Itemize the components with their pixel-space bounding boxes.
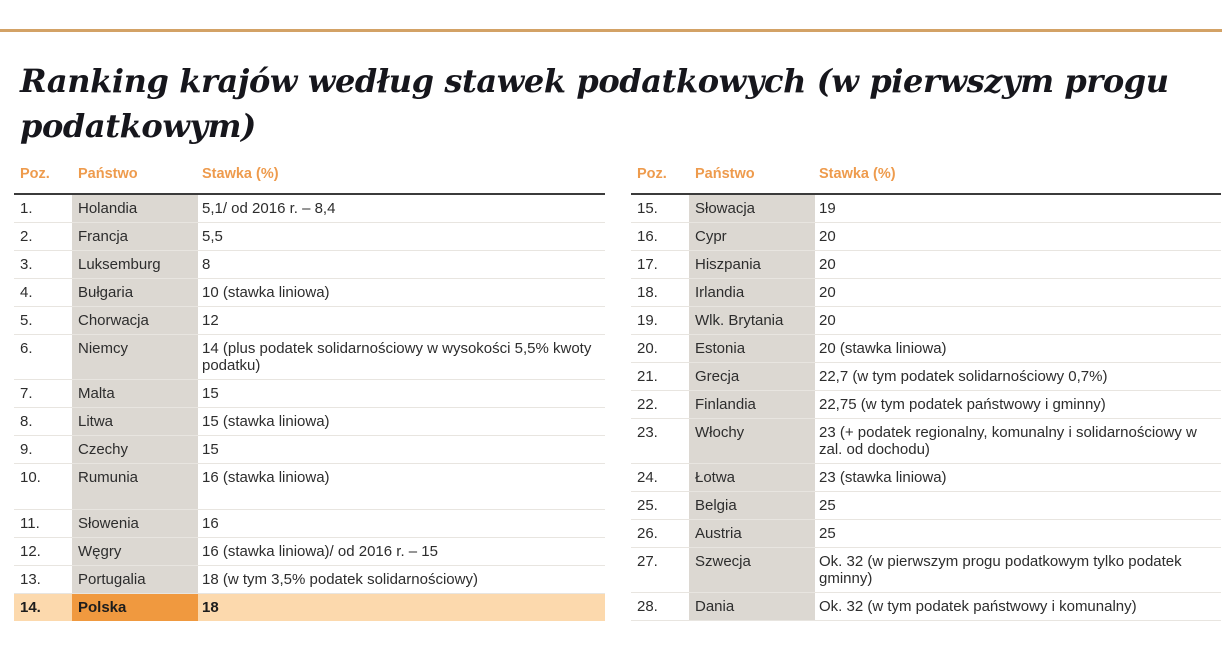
table-row: [14, 464, 605, 510]
cell-country: Rumunia: [72, 464, 198, 509]
cell-position: 24.: [637, 469, 658, 486]
cell-position: 4.: [20, 284, 33, 301]
tax-table-right: [631, 158, 1221, 621]
page-title: Ranking krajów według stawek podatkowych (w pierwszym progu podatkowym): [20, 62, 1169, 145]
cell-country: Irlandia: [689, 279, 815, 306]
table-row: [14, 436, 605, 464]
cell-position: 9.: [20, 441, 33, 458]
top-accent-rule: [0, 29, 1222, 32]
cell-rate: 16 (stawka liniowa)/ od 2016 r. – 15: [202, 543, 438, 560]
cell-position: 8.: [20, 413, 33, 430]
cell-rate: 20: [819, 312, 836, 329]
cell-position: 16.: [637, 228, 658, 245]
table-row: [14, 566, 605, 594]
cell-position: 12.: [20, 543, 41, 560]
table-row: [14, 223, 605, 251]
cell-country: Chorwacja: [72, 307, 198, 334]
cell-position: 15.: [637, 200, 658, 217]
cell-rate: 10 (stawka liniowa): [202, 284, 330, 301]
table-row: [631, 335, 1221, 363]
cell-rate: 8: [202, 256, 211, 273]
table-row: [14, 307, 605, 335]
table-row: [14, 195, 605, 223]
cell-rate: 20: [819, 228, 836, 245]
table-row: [14, 510, 605, 538]
cell-country: Cypr: [689, 223, 815, 250]
col-header-panstwo: Państwo: [78, 166, 138, 182]
table-row: [14, 408, 605, 436]
table-row: [631, 593, 1221, 621]
cell-country: Wlk. Brytania: [689, 307, 815, 334]
cell-rate: 15: [202, 441, 219, 458]
cell-position: 21.: [637, 368, 658, 385]
cell-country: Dania: [689, 593, 815, 620]
cell-country: Litwa: [72, 408, 198, 435]
cell-rate: Ok. 32 (w tym podatek państwowy i komunalny): [819, 598, 1137, 615]
cell-position: 23.: [637, 424, 658, 441]
cell-position: 28.: [637, 598, 658, 615]
cell-country: Czechy: [72, 436, 198, 463]
cell-country: Węgry: [72, 538, 198, 565]
table-row: [631, 307, 1221, 335]
cell-position: 13.: [20, 571, 41, 588]
table-row: [14, 251, 605, 279]
cell-country: Malta: [72, 380, 198, 407]
cell-rate: 15 (stawka liniowa): [202, 413, 330, 430]
cell-country: Luksemburg: [72, 251, 198, 278]
cell-country: Portugalia: [72, 566, 198, 593]
cell-country: Finlandia: [689, 391, 815, 418]
table-row: [14, 335, 605, 380]
cell-position: 6.: [20, 340, 33, 357]
table-row: [14, 594, 605, 621]
table-row: [631, 195, 1221, 223]
cell-position: 26.: [637, 525, 658, 542]
cell-rate: 12: [202, 312, 219, 329]
table-row: [631, 363, 1221, 391]
cell-country: Estonia: [689, 335, 815, 362]
cell-rate: 15: [202, 385, 219, 402]
cell-rate: 25: [819, 497, 836, 514]
col-header-stawka: Stawka (%): [202, 166, 279, 182]
table-row: [631, 223, 1221, 251]
table-row: [631, 464, 1221, 492]
col-header-poz: Poz.: [20, 166, 50, 182]
cell-position: 18.: [637, 284, 658, 301]
cell-country: Słowacja: [689, 195, 815, 222]
cell-position: 3.: [20, 256, 33, 273]
cell-rate: 25: [819, 525, 836, 542]
table-row: [631, 391, 1221, 419]
cell-rate: 14 (plus podatek solidarnościowy w wysokości 5,5% kwoty podatku): [202, 340, 592, 374]
cell-country: Austria: [689, 520, 815, 547]
cell-country: Szwecja: [689, 548, 815, 592]
cell-country: Łotwa: [689, 464, 815, 491]
cell-country: Belgia: [689, 492, 815, 519]
cell-position: 1.: [20, 200, 33, 217]
cell-position: 25.: [637, 497, 658, 514]
table-body: [631, 195, 1221, 621]
cell-country: Bułgaria: [72, 279, 198, 306]
cell-country: Francja: [72, 223, 198, 250]
cell-rate: 20: [819, 284, 836, 301]
cell-rate: 23 (stawka liniowa): [819, 469, 947, 486]
cell-rate: 23 (+ podatek regionalny, komunalny i solidarnościowy w zal. od dochodu): [819, 424, 1197, 458]
table-row: [631, 492, 1221, 520]
cell-rate: 16: [202, 515, 219, 532]
cell-position: 5.: [20, 312, 33, 329]
cell-position: 20.: [637, 340, 658, 357]
cell-position: 27.: [637, 553, 658, 570]
cell-rate: 20: [819, 256, 836, 273]
cell-country: Holandia: [72, 195, 198, 222]
cell-rate: 22,75 (w tym podatek państwowy i gminny): [819, 396, 1106, 413]
table-row: [14, 380, 605, 408]
col-header-poz: Poz.: [637, 166, 667, 182]
cell-rate: Ok. 32 (w pierwszym progu podatkowym tylko podatek gminny): [819, 553, 1182, 587]
table-header: [14, 158, 605, 195]
table-row: [14, 538, 605, 566]
table-header: [631, 158, 1221, 195]
cell-position: 10.: [20, 469, 41, 486]
cell-position: 11.: [20, 515, 40, 532]
cell-position: 22.: [637, 396, 658, 413]
cell-position: 17.: [637, 256, 658, 273]
col-header-panstwo: Państwo: [695, 166, 755, 182]
cell-rate: 18 (w tym 3,5% podatek solidarnościowy): [202, 571, 478, 588]
col-header-stawka: Stawka (%): [819, 166, 896, 182]
table-row: [631, 419, 1221, 464]
cell-rate: 16 (stawka liniowa): [202, 469, 330, 486]
tax-table-left: [14, 158, 605, 621]
cell-country: Włochy: [689, 419, 815, 463]
table-row: [631, 279, 1221, 307]
cell-rate: 5,1/ od 2016 r. – 8,4: [202, 200, 336, 217]
table-row: [631, 520, 1221, 548]
cell-rate: 22,7 (w tym podatek solidarnościowy 0,7%): [819, 368, 1108, 385]
cell-rate: 18: [202, 599, 219, 616]
cell-rate: 20 (stawka liniowa): [819, 340, 947, 357]
ranking-tables: [14, 158, 1221, 621]
cell-rate: 19: [819, 200, 836, 217]
table-body: [14, 195, 605, 621]
cell-position: 2.: [20, 228, 33, 245]
cell-country: Hiszpania: [689, 251, 815, 278]
cell-position: 7.: [20, 385, 33, 402]
table-row: [631, 548, 1221, 593]
cell-country: Słowenia: [72, 510, 198, 537]
cell-country: Niemcy: [72, 335, 198, 379]
cell-country: Grecja: [689, 363, 815, 390]
cell-rate: 5,5: [202, 228, 223, 245]
cell-position: 19.: [637, 312, 658, 329]
cell-position: 14.: [20, 599, 41, 616]
cell-country: Polska: [72, 594, 198, 621]
table-row: [14, 279, 605, 307]
table-row: [631, 251, 1221, 279]
